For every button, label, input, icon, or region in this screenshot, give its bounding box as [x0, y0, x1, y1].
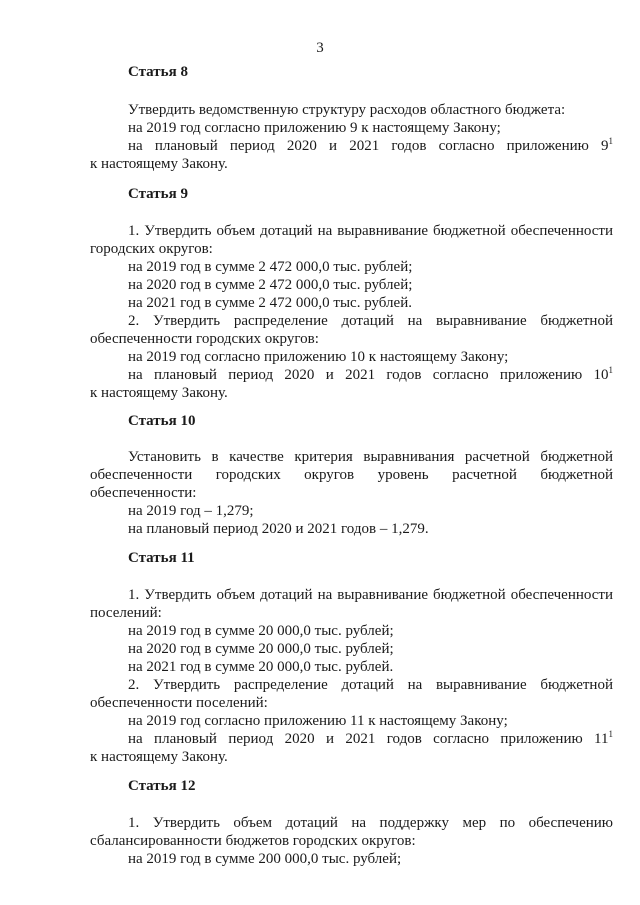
article-11-line-10: к настоящему Закону.	[90, 749, 228, 765]
article-10-line-5: на плановый период 2020 и 2021 годов – 1,279.	[128, 521, 429, 537]
article-9-line-6: 2. Утвердить распределение дотаций на выравнивание бюджетной	[128, 313, 613, 329]
article-11-line-1: 1. Утвердить объем дотаций на выравнивание бюджетной обеспеченности	[128, 587, 613, 603]
article-11-heading: Статья 11	[128, 550, 195, 566]
article-11-line-2: поселений:	[90, 605, 162, 621]
article-12-heading: Статья 12	[128, 778, 196, 794]
article-12-line-2: сбалансированности бюджетов городских округов:	[90, 833, 416, 849]
article-11-line-6: 2. Утвердить распределение дотаций на выравнивание бюджетной	[128, 677, 613, 693]
article-10-heading: Статья 10	[128, 413, 196, 429]
article-8-line-3-superscript: 1	[608, 136, 613, 146]
article-9-line-10: к настоящему Закону.	[90, 385, 228, 401]
article-8-line-3-text: на плановый период 2020 и 2021 годов согласно приложению 9	[128, 138, 609, 154]
article-11-line-7: обеспеченности поселений:	[90, 695, 268, 711]
article-11-line-3: на 2019 год в сумме 20 000,0 тыс. рублей;	[128, 623, 394, 639]
article-9-line-9-superscript: 1	[608, 365, 613, 375]
article-10-line-1: Установить в качестве критерия выравнивания расчетной бюджетной	[128, 449, 613, 465]
article-11-line-9	[128, 730, 613, 748]
article-9-heading: Статья 9	[128, 186, 188, 202]
article-11-line-9-superscript: 1	[608, 729, 613, 739]
article-9-line-2: городских округов:	[90, 241, 213, 257]
article-12-line-3: на 2019 год в сумме 200 000,0 тыс. рублей;	[128, 851, 402, 867]
article-12-line-1: 1. Утвердить объем дотаций на поддержку мер по обеспечению	[128, 815, 613, 831]
article-11-line-8: на 2019 год согласно приложению 11 к настоящему Закону;	[128, 713, 508, 729]
article-9-line-5: на 2021 год в сумме 2 472 000,0 тыс. рублей.	[128, 295, 412, 311]
article-10-line-4: на 2019 год – 1,279;	[128, 503, 254, 519]
article-8-line-4: к настоящему Закону.	[90, 156, 228, 172]
article-10-line-3: обеспеченности:	[90, 485, 197, 501]
article-9-line-3: на 2019 год в сумме 2 472 000,0 тыс. рублей;	[128, 259, 413, 275]
article-9-line-9-text: на плановый период 2020 и 2021 годов согласно приложению 10	[128, 367, 609, 383]
article-8-heading: Статья 8	[128, 64, 188, 80]
article-9-line-9	[128, 366, 613, 384]
article-10-line-2: обеспеченности городских округов уровень расчетной бюджетной	[90, 467, 613, 483]
article-11-line-5: на 2021 год в сумме 20 000,0 тыс. рублей.	[128, 659, 394, 675]
article-8-line-2: на 2019 год согласно приложению 9 к настоящему Закону;	[128, 120, 501, 136]
article-9-line-7: обеспеченности городских округов:	[90, 331, 319, 347]
article-11-line-4: на 2020 год в сумме 20 000,0 тыс. рублей;	[128, 641, 394, 657]
page-number: 3	[316, 40, 324, 56]
article-8-line-1: Утвердить ведомственную структуру расходов областного бюджета:	[128, 102, 566, 118]
article-9-line-4: на 2020 год в сумме 2 472 000,0 тыс. рублей;	[128, 277, 413, 293]
article-11-line-9-text: на плановый период 2020 и 2021 годов согласно приложению 11	[128, 731, 609, 747]
article-9-line-8: на 2019 год согласно приложению 10 к настоящему Закону;	[128, 349, 509, 365]
article-8-line-3	[128, 137, 613, 155]
article-9-line-1: 1. Утвердить объем дотаций на выравнивание бюджетной обеспеченности	[128, 223, 613, 239]
